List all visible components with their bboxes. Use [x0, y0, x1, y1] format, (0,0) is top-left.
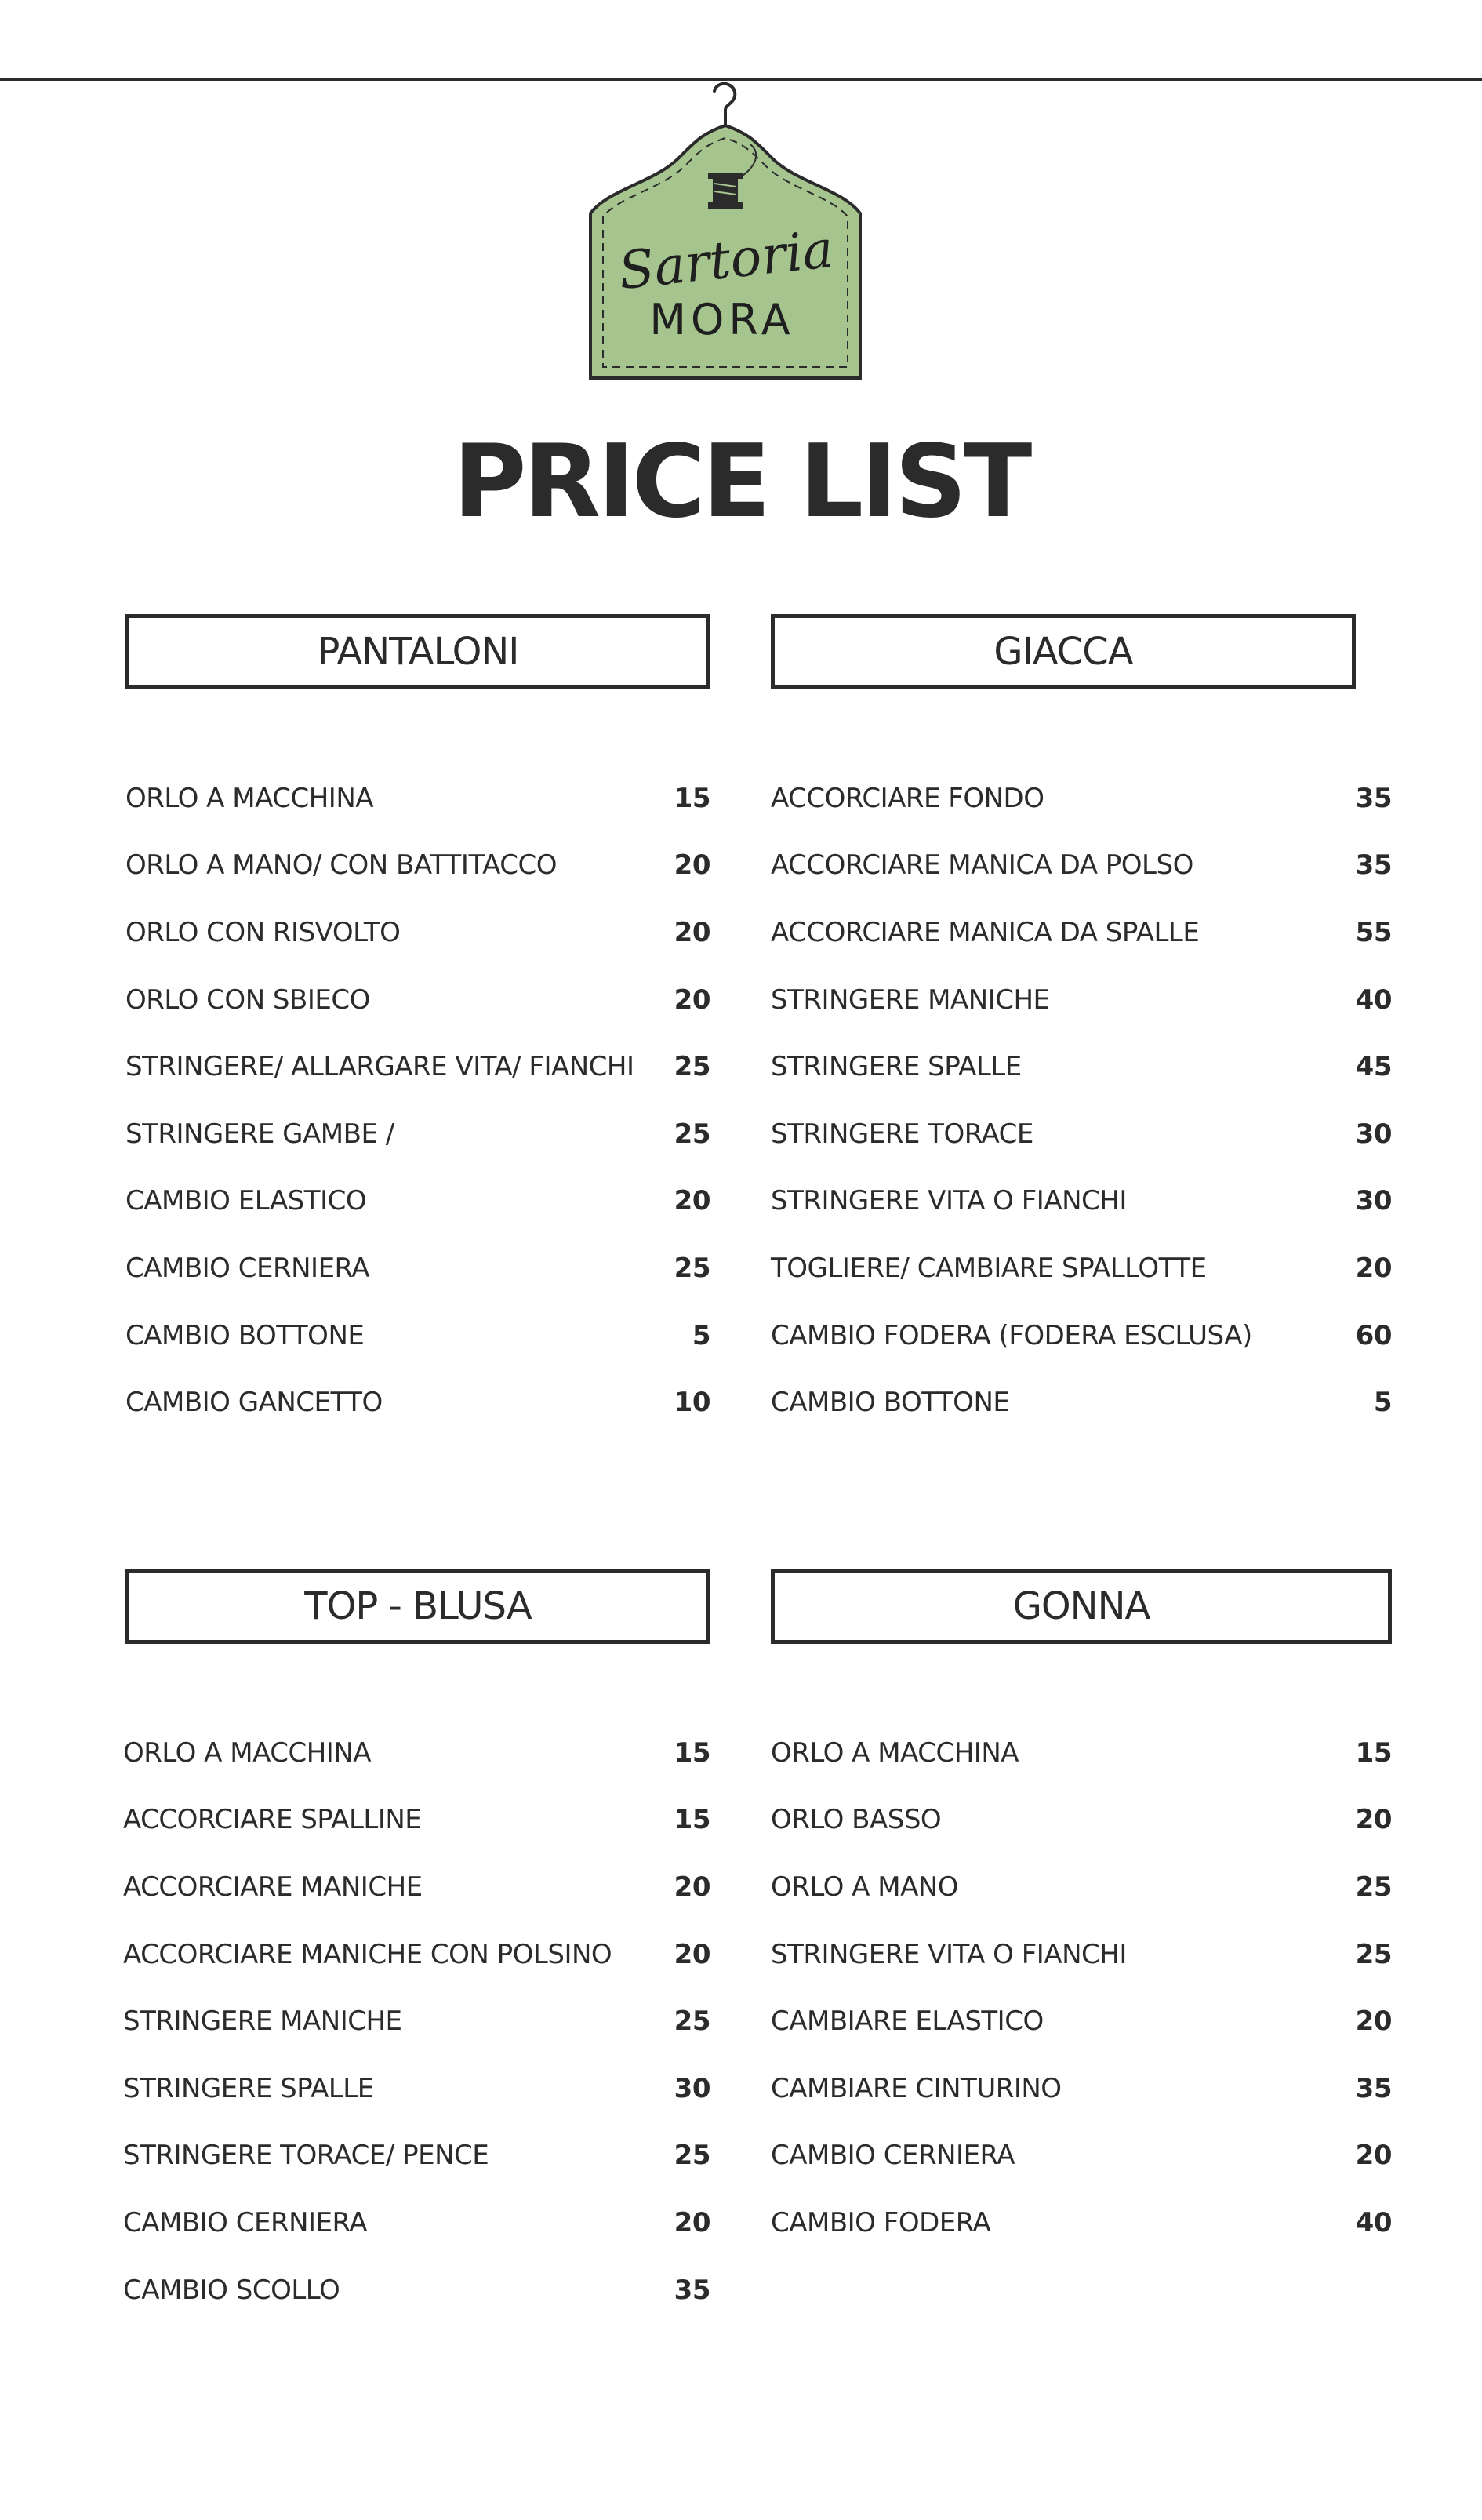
- item-name: ACCORCIARE FONDO: [771, 782, 1044, 814]
- list-item: [125, 1033, 710, 1100]
- list-item: [771, 1235, 1392, 1302]
- item-name: ACCORCIARE MANICHE: [123, 1871, 423, 1903]
- item-name: STRINGERE VITA O FIANCHI: [771, 1938, 1127, 1970]
- item-price: 35: [1355, 849, 1392, 882]
- item-price: 15: [674, 782, 710, 814]
- item-name: CAMBIO CERNIERA: [771, 2140, 1015, 2172]
- list-item: [771, 1853, 1392, 1921]
- list-item: [125, 1302, 710, 1369]
- item-name: ORLO BASSO: [771, 1804, 942, 1836]
- item-price: 25: [1355, 1871, 1392, 1903]
- item-name: ACCORCIARE MANICA DA POLSO: [771, 849, 1193, 882]
- item-name: CAMBIARE ELASTICO: [771, 2005, 1044, 2038]
- item-price: 25: [674, 2005, 710, 2038]
- brand-logo: [576, 72, 874, 386]
- list-item: [123, 2122, 710, 2190]
- item-name: STRINGERE TORACE: [771, 1118, 1033, 1150]
- list-item: [123, 1921, 710, 1988]
- section-pantaloni: [125, 614, 710, 1419]
- item-price: 20: [1355, 1252, 1392, 1284]
- item-name: ORLO A MANO: [771, 1871, 959, 1903]
- item-name: ORLO CON RISVOLTO: [125, 916, 401, 948]
- section-gonna: [771, 1569, 1392, 2238]
- list-item: [125, 1235, 710, 1302]
- item-price: 25: [674, 1051, 710, 1083]
- item-name: STRINGERE SPALLE: [123, 2072, 374, 2104]
- item-price: 20: [1355, 2005, 1392, 2038]
- item-name: CAMBIO FODERA: [771, 2206, 991, 2238]
- item-price: 55: [1355, 916, 1392, 948]
- item-price: 10: [674, 1387, 710, 1419]
- list-item: [125, 1168, 710, 1235]
- item-price: 25: [674, 1252, 710, 1284]
- item-name: ACCORCIARE MANICA DA SPALLE: [771, 916, 1200, 948]
- item-price: 25: [1355, 1938, 1392, 1970]
- item-price: 35: [674, 2274, 710, 2306]
- item-price: 25: [674, 2140, 710, 2172]
- item-name: STRINGERE/ ALLARGARE VITA/ FIANCHI: [125, 1051, 634, 1083]
- list-item: [771, 1987, 1392, 2055]
- list-item: [771, 1921, 1392, 1988]
- item-price: 20: [674, 1938, 710, 1970]
- list-item: [123, 2256, 710, 2324]
- item-price: 45: [1355, 1051, 1392, 1083]
- list-item: [771, 1787, 1392, 1854]
- item-name: ORLO A MACCHINA: [771, 1736, 1019, 1769]
- item-name: STRINGERE TORACE/ PENCE: [123, 2140, 489, 2172]
- item-name: CAMBIO BOTTONE: [771, 1387, 1010, 1419]
- list-item: [771, 1302, 1392, 1369]
- item-name: STRINGERE MANICHE: [771, 984, 1050, 1016]
- item-price: 20: [674, 849, 710, 882]
- section-heading: PANTALONI: [125, 614, 710, 689]
- item-name: CAMBIO SCOLLO: [123, 2274, 340, 2306]
- list-item: [771, 1168, 1392, 1235]
- list-item: [771, 2189, 1392, 2256]
- item-name: CAMBIO CERNIERA: [125, 1252, 370, 1284]
- item-name: ORLO A MACCHINA: [123, 1736, 372, 1769]
- item-name: ACCORCIARE SPALLINE: [123, 1804, 422, 1836]
- item-price: 20: [1355, 2140, 1392, 2172]
- list-item: [123, 2189, 710, 2256]
- item-name: ACCORCIARE MANICHE CON POLSINO: [123, 1938, 612, 1970]
- item-price: 5: [692, 1319, 710, 1351]
- list-item: [125, 1369, 710, 1436]
- item-price: 20: [674, 984, 710, 1016]
- item-price: 35: [1355, 782, 1392, 814]
- brand-name: MORA: [649, 295, 795, 344]
- item-price: 5: [1373, 1387, 1392, 1419]
- item-price: 40: [1355, 2206, 1392, 2238]
- item-name: STRINGERE SPALLE: [771, 1051, 1022, 1083]
- list-item: [123, 1719, 710, 1787]
- item-name: CAMBIO FODERA (FODERA ESCLUSA): [771, 1319, 1252, 1351]
- list-item: [771, 2055, 1392, 2122]
- list-item: [125, 966, 710, 1034]
- item-name: STRINGERE GAMBE /: [125, 1118, 394, 1150]
- item-price: 20: [674, 916, 710, 948]
- section-top-blusa: [123, 1569, 710, 2306]
- list-item: [771, 765, 1392, 832]
- list-item: [125, 1100, 710, 1168]
- list-item: [125, 832, 710, 900]
- list-item: [771, 966, 1392, 1034]
- item-price: 20: [674, 1185, 710, 1217]
- section-heading: GONNA: [771, 1569, 1392, 1644]
- hanger-hook-icon: [714, 84, 735, 127]
- item-price: 20: [1355, 1804, 1392, 1836]
- item-price: 30: [674, 2072, 710, 2104]
- section-heading: TOP - BLUSA: [125, 1569, 710, 1644]
- list-item: [771, 1369, 1392, 1436]
- item-price: 15: [674, 1804, 710, 1836]
- list-item: [123, 1987, 710, 2055]
- list-item: [771, 1719, 1392, 1787]
- item-name: ORLO A MANO/ CON BATTITACCO: [125, 849, 557, 882]
- section-heading: GIACCA: [771, 614, 1356, 689]
- item-price: 15: [1355, 1736, 1392, 1769]
- item-name: CAMBIO GANCETTO: [125, 1387, 383, 1419]
- item-name: CAMBIO CERNIERA: [123, 2206, 368, 2238]
- item-price: 20: [674, 2206, 710, 2238]
- item-price: 60: [1355, 1319, 1392, 1351]
- item-name: CAMBIARE CINTURINO: [771, 2072, 1062, 2104]
- list-item: [771, 2122, 1392, 2190]
- list-item: [123, 2055, 710, 2122]
- price-list: [771, 765, 1392, 1436]
- item-name: ORLO A MACCHINA: [125, 782, 374, 814]
- list-item: [125, 765, 710, 832]
- list-item: [771, 1100, 1392, 1168]
- list-item: [771, 899, 1392, 966]
- list-item: [123, 1853, 710, 1921]
- item-name: STRINGERE MANICHE: [123, 2005, 402, 2038]
- price-list: [771, 1719, 1392, 2256]
- page-title: PRICE LIST: [452, 424, 1030, 540]
- section-giacca: [771, 614, 1392, 1419]
- item-price: 30: [1355, 1118, 1392, 1150]
- item-name: ORLO CON SBIECO: [125, 984, 370, 1016]
- price-list: [125, 765, 710, 1436]
- item-price: 20: [674, 1871, 710, 1903]
- item-name: STRINGERE VITA O FIANCHI: [771, 1185, 1127, 1217]
- item-price: 25: [674, 1118, 710, 1150]
- list-item: [125, 899, 710, 966]
- item-price: 40: [1355, 984, 1392, 1016]
- list-item: [123, 1787, 710, 1854]
- brand-script-name: Sartoria: [616, 218, 837, 302]
- item-price: 35: [1355, 2072, 1392, 2104]
- price-list: [123, 1719, 710, 2323]
- list-item: [771, 1033, 1392, 1100]
- item-name: CAMBIO ELASTICO: [125, 1185, 367, 1217]
- item-name: CAMBIO BOTTONE: [125, 1319, 365, 1351]
- list-item: [771, 832, 1392, 900]
- item-price: 15: [674, 1736, 710, 1769]
- item-name: TOGLIERE/ CAMBIARE SPALLOTTE: [771, 1252, 1207, 1284]
- item-price: 30: [1355, 1185, 1392, 1217]
